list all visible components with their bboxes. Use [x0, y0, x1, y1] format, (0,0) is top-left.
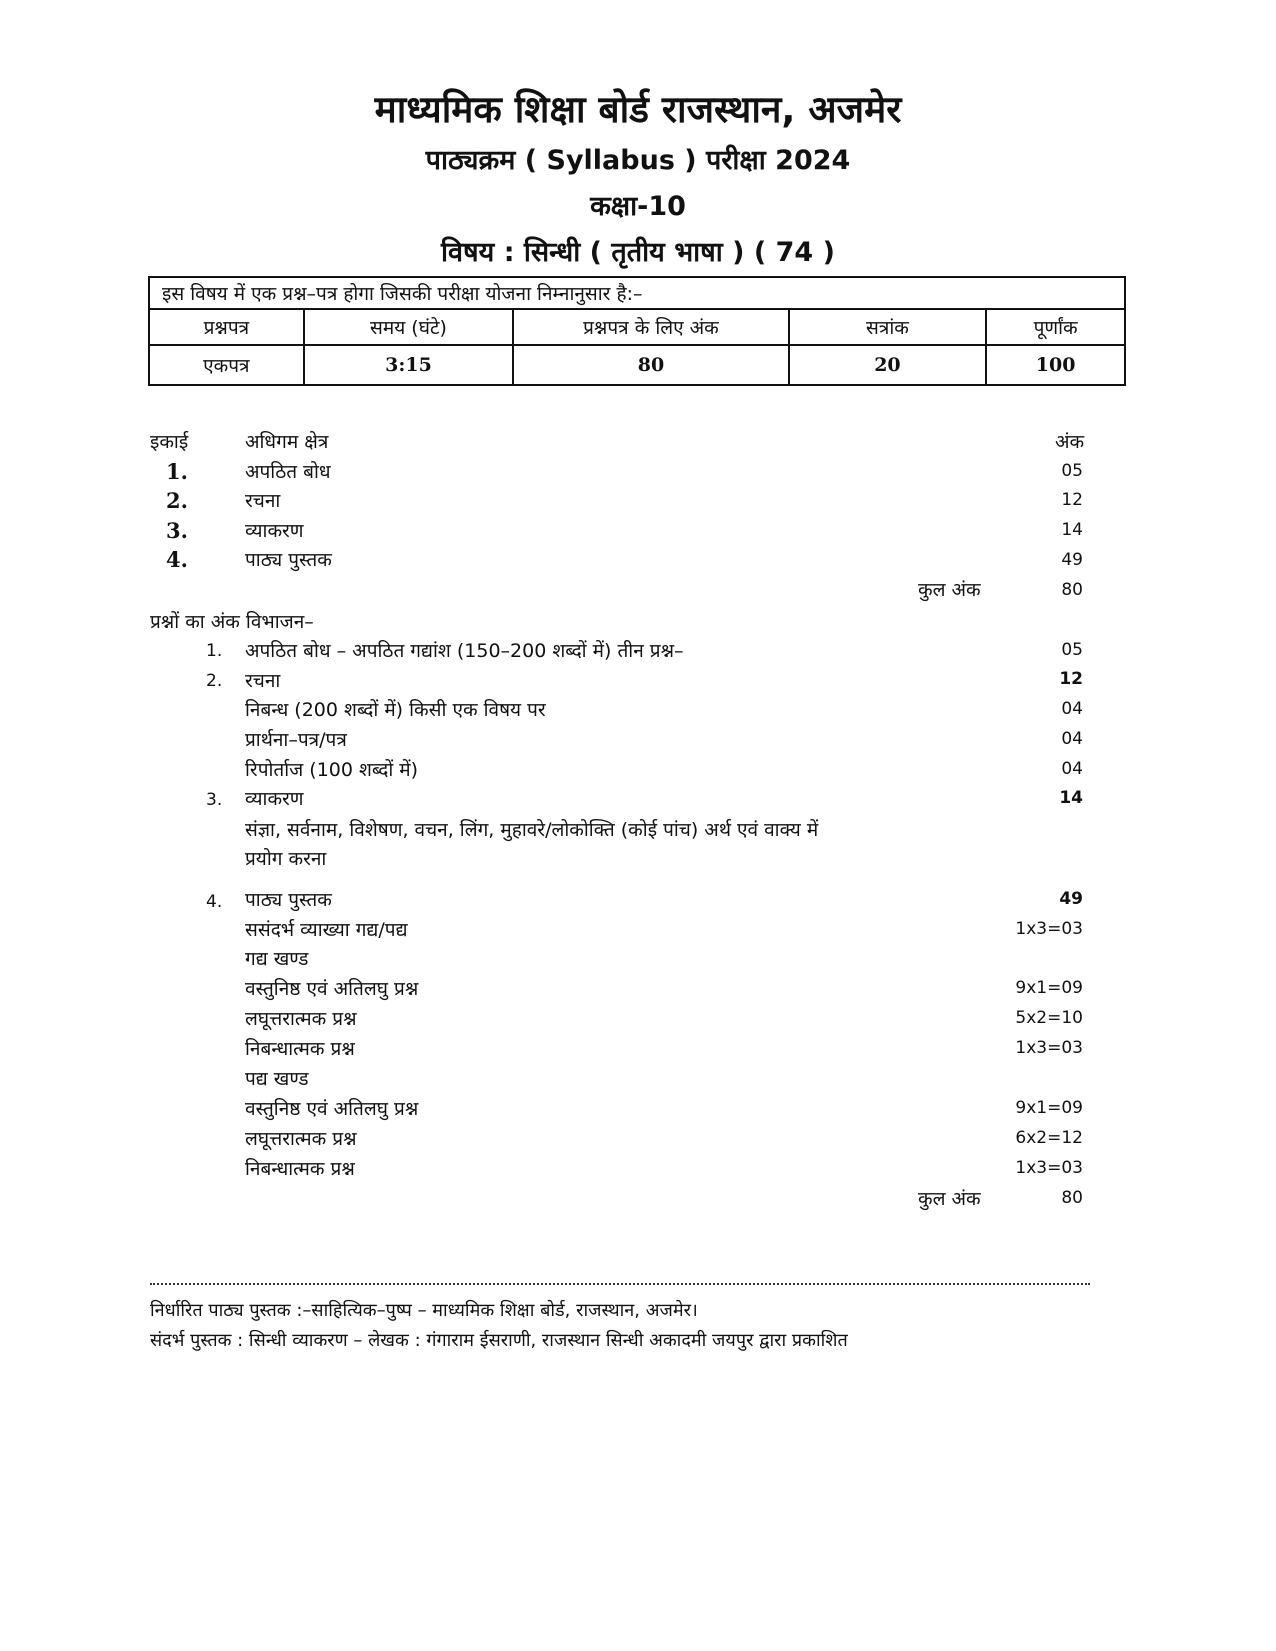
sub-marks: 1x3=03: [1015, 919, 1083, 939]
scheme-value-row: [149, 345, 1125, 385]
syllabus-title: पाठ्यक्रम ( Syllabus ) परीक्षा 2024: [425, 145, 851, 176]
unit-number: 1.: [166, 459, 188, 484]
exam-scheme-table: [148, 276, 1126, 386]
scheme-intro: इस विषय में एक प्रश्न–पत्र होगा जिसकी परीक्षा योजना निम्नानुसार है:–: [149, 277, 1125, 309]
value-cell: 3:15: [304, 345, 514, 385]
q-number: 2.: [206, 671, 223, 691]
q-marks: 05: [1061, 640, 1083, 660]
q-text: रचना: [245, 670, 281, 692]
header-cell: सत्रांक: [789, 309, 987, 345]
unit-number: 3.: [166, 518, 188, 543]
unit-number: 4.: [166, 547, 188, 572]
unit-area: व्याकरण: [245, 520, 304, 542]
sub-marks: 9x1=09: [1015, 1098, 1083, 1118]
unit-area: रचना: [245, 490, 281, 512]
sub-item: प्रार्थना–पत्र/पत्र: [245, 729, 347, 751]
sub-marks: 5x2=10: [1015, 1008, 1083, 1028]
q-number: 4.: [206, 892, 223, 912]
sub-item: रिपोर्ताज (100 शब्दों में): [245, 759, 419, 781]
sub-item: निबन्धात्मक प्रश्न: [245, 1158, 355, 1180]
unit-area: पाठ्य पुस्तक: [245, 549, 332, 571]
q3-description: संज्ञा, सर्वनाम, विशेषण, वचन, लिंग, मुहावरे/लोकोक्ति (कोई पांच) अर्थ एवं वाक्य में: [245, 819, 819, 841]
reference-book: संदर्भ पुस्तक : सिन्धी व्याकरण – लेखक : गंगाराम ईसराणी, राजस्थान सिन्धी अकादमी जयपुर द्वारा प्रकाशित: [150, 1330, 848, 1351]
value-cell: 100: [986, 345, 1125, 385]
header-cell: समय (घंटे): [304, 309, 514, 345]
header-cell: प्रश्नपत्र के लिए अंक: [513, 309, 788, 345]
sub-item: वस्तुनिष्ठ एवं अतिलघु प्रश्न: [245, 978, 419, 1000]
distribution-heading: प्रश्नों का अंक विभाजन–: [150, 611, 314, 633]
q-number: 3.: [206, 790, 223, 810]
header-cell: प्रश्नपत्र: [149, 309, 304, 345]
q-marks: 14: [1059, 788, 1083, 808]
scheme-header-row: [149, 309, 1125, 345]
unit-marks: 49: [1061, 550, 1083, 570]
section-heading: गद्य खण्ड: [245, 948, 309, 970]
sub-marks: 04: [1061, 699, 1083, 719]
q3-description: प्रयोग करना: [245, 848, 327, 870]
units-total-label: कुल अंक: [918, 579, 981, 601]
dotted-divider: [150, 1283, 1090, 1285]
value-cell: 20: [789, 345, 987, 385]
sub-marks: 04: [1061, 729, 1083, 749]
units-col-marks: अंक: [1055, 431, 1085, 453]
sub-item: वस्तुनिष्ठ एवं अतिलघु प्रश्न: [245, 1098, 419, 1120]
units-col-area: अधिगम क्षेत्र: [245, 431, 329, 453]
q-number: 1.: [206, 641, 223, 661]
units-col-unit: इकाई: [150, 431, 189, 453]
section-heading: पद्य खण्ड: [245, 1068, 309, 1090]
unit-marks: 05: [1061, 461, 1083, 481]
q-marks: 12: [1059, 669, 1083, 689]
value-cell: एकपत्र: [149, 345, 304, 385]
distribution-total-label: कुल अंक: [918, 1188, 981, 1210]
q-text: अपठित बोध – अपठित गद्यांश (150–200 शब्दों में) तीन प्रश्न–: [245, 640, 684, 662]
q-text: व्याकरण: [245, 788, 304, 810]
subject-title: विषय : सिन्धी ( तृतीय भाषा ) ( 74 ): [441, 237, 835, 268]
board-title: माध्यमिक शिक्षा बोर्ड राजस्थान, अजमेर: [374, 88, 902, 131]
sub-item: निबन्धात्मक प्रश्न: [245, 1038, 355, 1060]
distribution-total: 80: [1061, 1188, 1083, 1208]
unit-marks: 14: [1061, 520, 1083, 540]
prescribed-book: निर्धारित पाठ्य पुस्तक :–साहित्यिक–पुष्प – माध्यमिक शिक्षा बोर्ड, राजस्थान, अजमेर।: [150, 1300, 698, 1321]
sub-marks: 1x3=03: [1015, 1158, 1083, 1178]
sub-item: लघूत्तरात्मक प्रश्न: [245, 1008, 357, 1030]
unit-marks: 12: [1061, 490, 1083, 510]
sub-item: लघूत्तरात्मक प्रश्न: [245, 1128, 357, 1150]
class-title: कक्षा-10: [590, 191, 686, 222]
sub-marks: 9x1=09: [1015, 978, 1083, 998]
sub-marks: 1x3=03: [1015, 1038, 1083, 1058]
header-cell: पूर्णांक: [986, 309, 1125, 345]
q-text: पाठ्य पुस्तक: [245, 889, 332, 911]
unit-area: अपठित बोध: [245, 461, 331, 483]
sub-marks: 04: [1061, 759, 1083, 779]
sub-item: निबन्ध (200 शब्दों में) किसी एक विषय पर: [245, 699, 546, 721]
units-total: 80: [1061, 580, 1083, 600]
sub-marks: 6x2=12: [1015, 1128, 1083, 1148]
unit-number: 2.: [166, 488, 188, 513]
sub-item: ससंदर्भ व्याख्या गद्य/पद्य: [245, 919, 408, 941]
q-marks: 49: [1059, 889, 1083, 909]
value-cell: 80: [513, 345, 788, 385]
